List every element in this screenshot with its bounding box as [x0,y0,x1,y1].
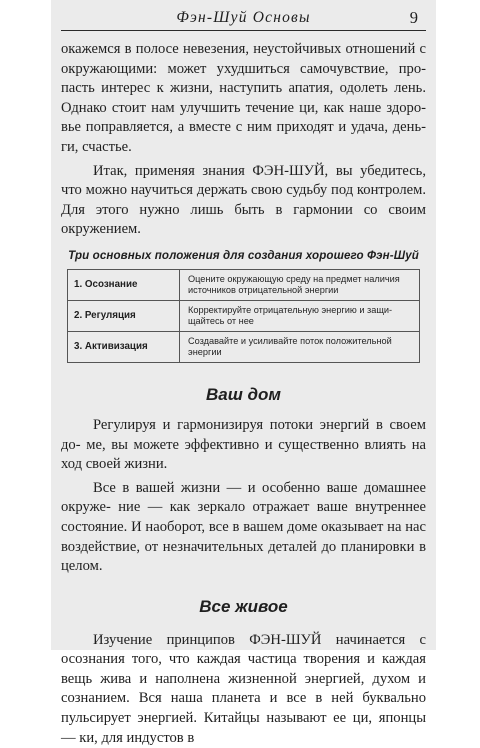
table-row-value: Оцените окружающую среду на предмет наличия источников отрицательной энергии [180,269,420,300]
table-row [68,331,420,362]
running-header [61,9,426,31]
table-row-value: Корректируйте отрицательную энергию и защи- щайтесь от нее [180,300,420,331]
table-row [68,300,420,331]
intro-paragraph-2: Итак, применяя знания ФЭН-ШУЙ, вы убедитесь, что можно научиться держать свою судьбу под контролем. Для этого нужно лишь быть в гармонии со своим окружением. [61,162,426,238]
section-heading-home: Ваш дом [205,384,282,404]
home-paragraph-1: Регулируя и гармонизируя потоки энергий в своем до- ме, вы можете эффективно и существенно влиять на ход своей жизни. [61,416,426,473]
life-paragraph-1: Изучение принципов ФЭН-ШУЙ начинается с осознания того, что каждая частица творения и каждая вещь жива и наполнена жизненной энергией, духом и сознанием. Вся наша планета и все в ней буквально пульсирует энергией. Китайцы называют ее ци, японцы — ки, для индустов в [61,631,427,746]
home-paragraph-2: Все в вашей жизни — и особенно ваше домашнее окруже- ние — как зеркало отражает ваше внутреннее состояние. И наоборот, все в вашем доме оказывает на нас воздействие, от незначительных деталей до планировки в целом. [61,479,426,575]
table-caption: Три основных положения для создания хорошего Фэн-Шуй [68,248,419,262]
table-row [68,269,420,300]
section-heading-life: Все живое [199,596,288,616]
principles-table [67,269,420,363]
table-row-key: 2. Регуляция [68,300,180,331]
running-title: Фэн-Шуй Основы [176,9,311,26]
page-content [61,40,426,748]
table-row-key: 1. Осознание [68,269,180,300]
table-row-key: 3. Активизация [68,331,180,362]
page-number: 9 [409,8,418,27]
book-page [51,0,436,746]
table-row-value: Создавайте и усиливайте поток положительной энергии [180,331,420,362]
intro-paragraph-1: окажемся в полосе невезения, неустойчивых отношений с окружающими: может ухудшиться самочувствие, про- пасть интерес к жизни, наступить апатия, одолеть лень. Однако стоит нам улучшить течение ци, как наше здоро- вье поправляется, а вместе с ним приходят и удача, день- ги, счастье. [61,41,426,155]
